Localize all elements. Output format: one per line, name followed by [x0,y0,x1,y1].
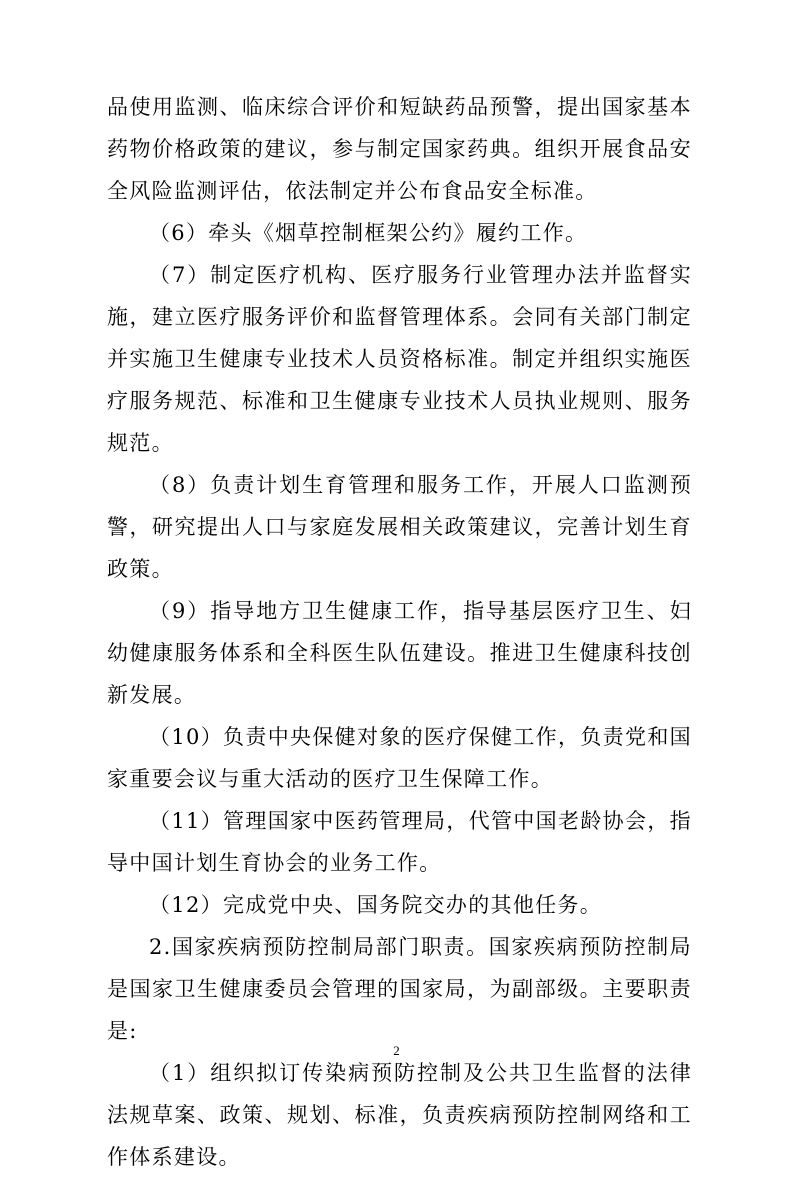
paragraph-item-10: （10）负责中央保健对象的医疗保健工作，负责党和国家重要会议与重大活动的医疗卫生保障工作。 [107,725,692,791]
paragraph-item-11: （11）管理国家中医药管理局，代管中国老龄协会，指导中国计划生育协会的业务工作。 [107,809,692,875]
paragraph-item-7: （7）制定医疗机构、医疗服务行业管理办法并监督实施，建立医疗服务评价和监督管理体系。会同有关部门制定并实施卫生健康专业技术人员资格标准。制定并组织实施医疗服务规范、标准和卫生健康专业技术人员执业规则、服务规范。 [107,263,692,455]
body-text [107,86,692,1178]
paragraph-item-8: （8）负责计划生育管理和服务工作，开展人口监测预警，研究提出人口与家庭发展相关政策建议，完善计划生育政策。 [107,473,692,581]
paragraph-section-2-item-1: （1）组织拟订传染病预防控制及公共卫生监督的法律法规草案、政策、规划、标准，负责疾病预防控制网络和工作体系建设。 [107,1061,692,1169]
paragraph-section-2: 2.国家疾病预防控制局部门职责。国家疾病预防控制局是国家卫生健康委员会管理的国家局，为副部级。主要职责是: [107,935,692,1043]
paragraph-item-9: （9）指导地方卫生健康工作，指导基层医疗卫生、妇幼健康服务体系和全科医生队伍建设。推进卫生健康科技创新发展。 [107,599,692,707]
page-number: 2 [393,1043,400,1058]
paragraph-continuation: 品使用监测、临床综合评价和短缺药品预警，提出国家基本药物价格政策的建议，参与制定国家药典。组织开展食品安全风险监测评估，依法制定并公布食品安全标准。 [107,95,692,203]
paragraph-item-6: （6）牵头《烟草控制框架公约》履约工作。 [149,221,588,245]
paragraph-item-12: （12）完成党中央、国务院交办的其他任务。 [149,893,603,917]
